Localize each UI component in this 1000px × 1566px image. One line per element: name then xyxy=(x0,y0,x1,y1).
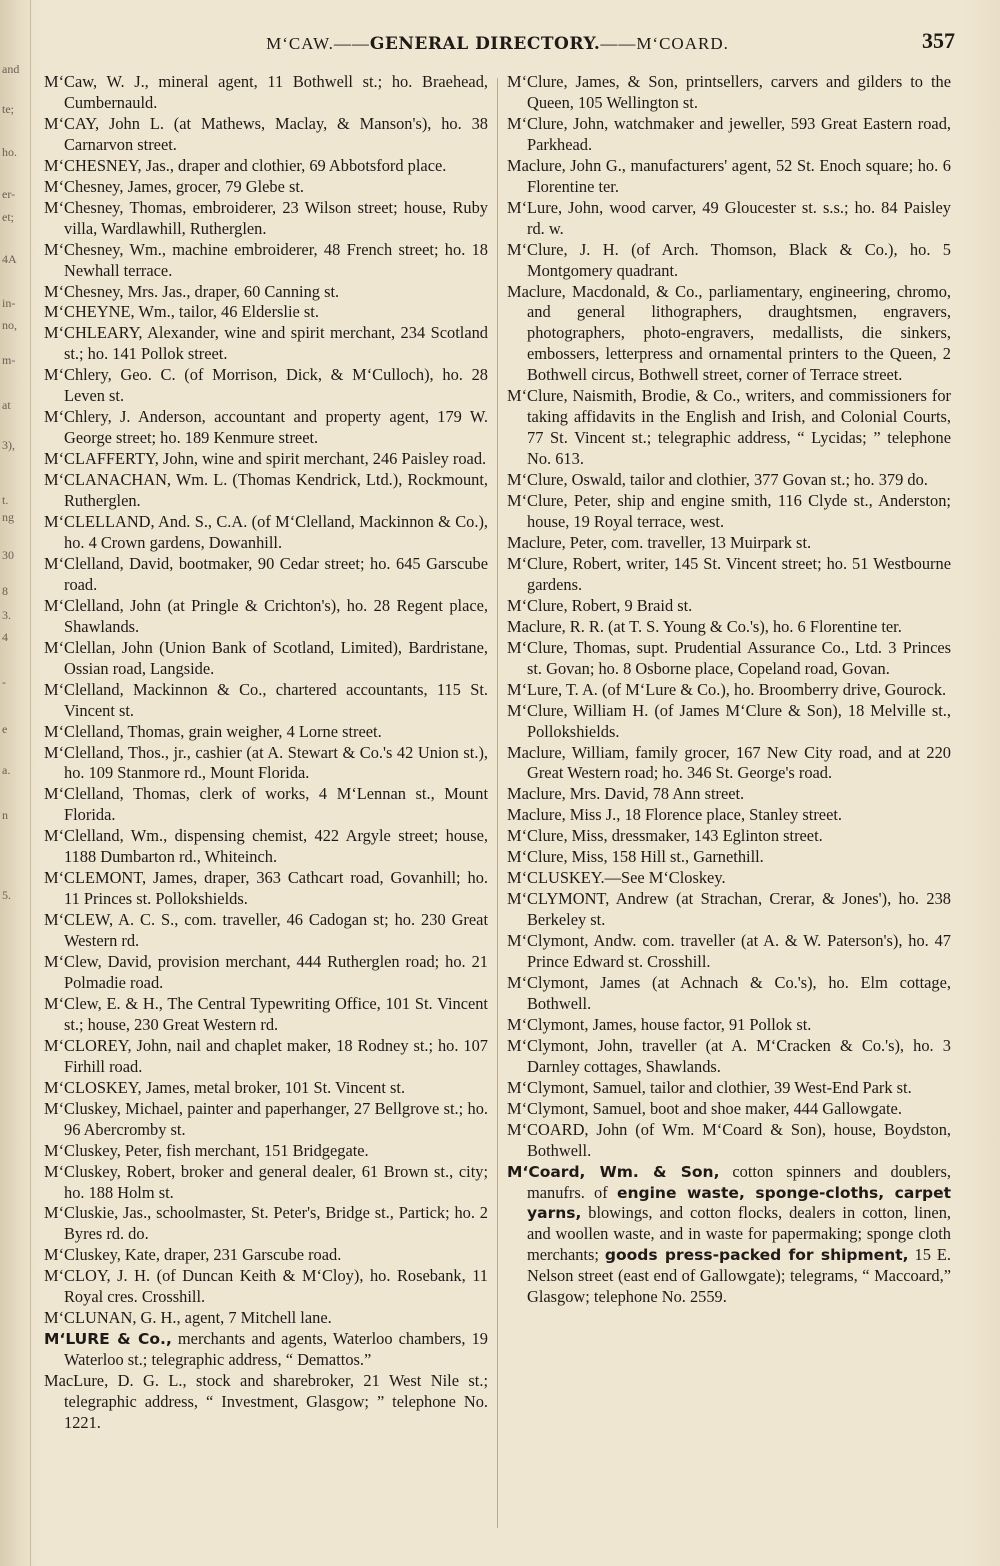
directory-entry-mcoard-son xyxy=(507,1162,951,1309)
gutter-fragment: 3. xyxy=(2,608,11,622)
directory-entry: M‘Clymont, James (at Achnach & Co.'s), ho. Elm cottage, Bothwell. xyxy=(507,972,951,1013)
directory-entry: Maclure, Macdonald, & Co., parliamentary, engineering, chromo, and general lithographers, draughtsmen, engravers, photographers, photo-engravers, medallists, die sinkers, embossers, letterpress and ornamental printers to the Queen, 2 Bothwell circus, Bothwell street, corner of Terrace street. xyxy=(507,281,951,385)
entry-text: blowings, and cotton flocks, dealers in cotton, linen, and woollen waste, and in waste for papermaking; sponge cloth merchants; xyxy=(527,1203,951,1265)
gutter-fragment: ho. xyxy=(2,145,17,159)
directory-entry: M‘Clure, Naismith, Brodie, & Co., writers, and commissioners for taking affidavits in the English and Irish, and Colonial Courts, 77 St. Vincent st.; telegraphic address, “ Lycidas; ” telephone No. 613. xyxy=(507,386,951,469)
directory-entry: M‘CLEW, A. C. S., com. traveller, 46 Cadogan st; ho. 230 Great Western rd. xyxy=(44,910,488,951)
directory-entry: M‘CLELLAND, And. S., C.A. (of M‘Clelland, Mackinnon & Co.), ho. 4 Crown gardens, Dowanhill. xyxy=(44,512,488,552)
entry-emphasis: engine waste, sponge-cloths, carpet yarns, xyxy=(527,1183,951,1223)
directory-entry: Maclure, Mrs. David, 78 Ann street. xyxy=(507,784,745,804)
entry-name-bold: M‘LURE & Co., xyxy=(44,1330,172,1349)
directory-entry: M‘COARD, John (of Wm. M‘Coard & Son), house, Boydston, Bothwell. xyxy=(507,1119,951,1160)
page-number: 357 xyxy=(922,28,955,53)
gutter-fragment: 5. xyxy=(2,888,11,902)
gutter-fragment: in- xyxy=(2,296,16,310)
directory-entry: Maclure, Miss J., 18 Florence place, Stanley street. xyxy=(507,805,843,825)
directory-entry: M‘Clew, E. & H., The Central Typewriting Office, 101 St. Vincent st.; house, 230 Great Western rd. xyxy=(44,993,488,1034)
directory-entry-mlure-co xyxy=(44,1329,488,1371)
gutter-fragment: n xyxy=(2,808,8,822)
running-title xyxy=(40,34,955,54)
gutter-fragment: a. xyxy=(2,763,11,777)
directory-entry: M‘Clure, J. H. (of Arch. Thomson, Black & Co.), ho. 5 Montgomery quadrant. xyxy=(507,239,951,280)
directory-entry: M‘Chesney, Thomas, embroiderer, 23 Wilson street; house, Ruby villa, Wardlawhill, Rutherglen. xyxy=(44,197,488,238)
right-column xyxy=(507,72,951,1308)
gutter-fragment: 4 xyxy=(2,630,8,644)
entry-name-bold: M‘Coard, Wm. & Son, xyxy=(507,1162,720,1181)
gutter-fragment: 8 xyxy=(2,584,8,598)
gutter-fragment: at xyxy=(2,398,11,412)
directory-entry: MacLure, D. G. L., stock and sharebroker, 21 West Nile st.; telegraphic address, “ Investment, Glasgow; ” telephone No. 1221. xyxy=(44,1371,488,1432)
directory-entry: M‘Clelland, Wm., dispensing chemist, 422 Argyle street; house, 1188 Dumbarton rd., Whiteinch. xyxy=(44,826,488,867)
directory-entry: M‘Clew, David, provision merchant, 444 Rutherglen road; ho. 21 Polmadie road. xyxy=(44,952,488,992)
right-entry-list xyxy=(507,72,951,1162)
directory-entry: M‘CLOY, J. H. (of Duncan Keith & M‘Cloy), ho. Rosebank, 11 Royal cres. Crosshill. xyxy=(44,1266,488,1307)
directory-entry: Maclure, John G., manufacturers' agent, 52 St. Enoch square; ho. 6 Florentine ter. xyxy=(507,155,951,196)
directory-entry: Maclure, William, family grocer, 167 New City road, and at 220 Great Western road; ho. 346 St. George's road. xyxy=(507,742,951,783)
entry-text: cotton spinners and doublers, manufrs. of xyxy=(527,1161,951,1202)
gutter-fragment: no, xyxy=(2,318,17,332)
left-column xyxy=(44,72,488,1434)
directory-entry: M‘CLANACHAN, Wm. L. (Thomas Kendrick, Ltd.), Rockmount, Rutherglen. xyxy=(44,470,488,511)
entry-text: merchants and agents, Waterloo chambers, 19 Waterloo st.; telegraphic address, “ Demattos.” xyxy=(64,1329,489,1370)
header-center: GENERAL DIRECTORY. xyxy=(369,34,601,54)
directory-entry: M‘Clellan, John (Union Bank of Scotland, Limited), Bardristane, Ossian road, Langside. xyxy=(44,637,488,678)
directory-entry: M‘CHESNEY, Jas., draper and clothier, 69 Abbotsford place. xyxy=(44,155,447,175)
directory-entry: M‘Clure, Miss, 158 Hill st., Garnethill. xyxy=(507,847,764,867)
directory-entry: M‘CHEYNE, Wm., tailor, 46 Elderslie st. xyxy=(44,302,319,322)
directory-entry: M‘Clure, Robert, 9 Braid st. xyxy=(507,595,693,615)
directory-entry: M‘Lure, John, wood carver, 49 Gloucester st. s.s.; ho. 84 Paisley rd. w. xyxy=(507,197,951,238)
directory-entry: M‘Clelland, Mackinnon & Co., chartered accountants, 115 St. Vincent st. xyxy=(44,679,488,720)
directory-entry: M‘Clure, William H. (of James M‘Clure & Son), 18 Melville st., Pollokshields. xyxy=(507,700,951,741)
facing-page-gutter xyxy=(0,0,31,1566)
header-left: M‘CAW.—— xyxy=(266,34,370,53)
directory-entry: M‘CLUNAN, G. H., agent, 7 Mitchell lane. xyxy=(44,1308,332,1328)
directory-entry: M‘Cluskey, Kate, draper, 231 Garscube road. xyxy=(44,1245,342,1265)
directory-entry: M‘CHLEARY, Alexander, wine and spirit merchant, 234 Scotland st.; ho. 141 Pollok street. xyxy=(44,323,488,364)
directory-entry: M‘Clelland, David, bootmaker, 90 Cedar street; ho. 645 Garscube road. xyxy=(44,553,488,594)
directory-entry: Maclure, R. R. (at T. S. Young & Co.'s), ho. 6 Florentine ter. xyxy=(507,616,902,636)
directory-entry: M‘Clelland, John (at Pringle & Crichton's), ho. 28 Regent place, Shawlands. xyxy=(44,595,488,636)
directory-entry: M‘Cluskey, Peter, fish merchant, 151 Bridgegate. xyxy=(44,1140,369,1160)
directory-entry: M‘Clure, Robert, writer, 145 St. Vincent street; ho. 51 Westbourne gardens. xyxy=(507,553,951,594)
directory-entry: M‘Clymont, James, house factor, 91 Pollok st. xyxy=(507,1014,812,1034)
directory-entry: M‘CAY, John L. (at Mathews, Maclay, & Manson's), ho. 38 Carnarvon street. xyxy=(44,113,488,154)
directory-entry: Maclure, Peter, com. traveller, 13 Muirpark st. xyxy=(507,532,812,552)
left-entry-list xyxy=(44,72,488,1329)
directory-entry: M‘CLYMONT, Andrew (at Strachan, Crerar, & Jones'), ho. 238 Berkeley st. xyxy=(507,889,951,930)
gutter-fragment: m- xyxy=(2,353,16,367)
directory-entry: M‘Clelland, Thomas, grain weigher, 4 Lorne street. xyxy=(44,721,382,741)
directory-entry: M‘Chesney, Wm., machine embroiderer, 48 French street; ho. 18 Newhall terrace. xyxy=(44,239,488,280)
gutter-fragment: 30 xyxy=(2,548,14,562)
gutter-fragment: - xyxy=(2,675,6,689)
gutter-fragment: e xyxy=(2,722,8,736)
directory-entry: M‘Cluskie, Jas., schoolmaster, St. Peter's, Bridge st., Partick; ho. 2 Byres rd. do. xyxy=(44,1203,488,1244)
gutter-fragment: te; xyxy=(2,102,14,116)
directory-entry: M‘Clelland, Thos., jr., cashier (at A. Stewart & Co.'s 42 Union st.), ho. 109 Stanmore rd., Mount Florida. xyxy=(44,742,488,783)
gutter-fragment: er- xyxy=(2,187,16,201)
directory-entry: M‘Clure, Miss, dressmaker, 143 Eglinton street. xyxy=(507,826,823,846)
directory-entry: M‘CLAFFERTY, John, wine and spirit merchant, 246 Paisley road. xyxy=(44,449,487,469)
directory-entry: M‘CLOSKEY, James, metal broker, 101 St. Vincent st. xyxy=(44,1077,406,1097)
gutter-fragment: t. xyxy=(2,493,9,507)
directory-entry: M‘Chesney, Mrs. Jas., draper, 60 Canning st. xyxy=(44,281,340,301)
directory-entry: M‘Clure, John, watchmaker and jeweller, 593 Great Eastern road, Parkhead. xyxy=(507,113,951,154)
directory-entry: M‘Cluskey, Michael, painter and paperhanger, 27 Bellgrove st.; ho. 96 Abercromby st. xyxy=(44,1098,488,1139)
directory-entry: M‘Clure, Oswald, tailor and clothier, 377 Govan st.; ho. 379 do. xyxy=(507,470,928,490)
directory-entry: M‘Clymont, John, traveller (at A. M‘Cracken & Co.'s), ho. 3 Darnley cottages, Shawlands. xyxy=(507,1035,951,1076)
directory-entry: M‘CLEMONT, James, draper, 363 Cathcart road, Govanhill; ho. 11 Princes st. Pollokshields. xyxy=(44,868,488,909)
directory-entry: M‘Clure, Thomas, supt. Prudential Assurance Co., Ltd. 3 Princes st. Govan; ho. 8 Osborne place, Copeland road, Govan. xyxy=(507,637,951,678)
header-right: ——M‘COARD. xyxy=(600,34,729,53)
directory-entry: M‘Chesney, James, grocer, 79 Glebe st. xyxy=(44,176,305,196)
directory-entry: M‘Chlery, Geo. C. (of Morrison, Dick, & M‘Culloch), ho. 28 Leven st. xyxy=(44,365,488,406)
column-divider xyxy=(497,78,498,1528)
running-header xyxy=(40,26,955,66)
entry-emphasis: goods press-packed for shipment, xyxy=(604,1246,909,1265)
directory-entry: M‘Clelland, Thomas, clerk of works, 4 M‘Lennan st., Mount Florida. xyxy=(44,784,488,825)
gutter-fragment: 3), xyxy=(2,438,15,452)
gutter-fragment: et; xyxy=(2,210,14,224)
gutter-fragment: and xyxy=(2,62,20,76)
directory-entry: M‘Clymont, Samuel, boot and shoe maker, 444 Gallowgate. xyxy=(507,1098,902,1118)
directory-entry: M‘Lure, T. A. (of M‘Lure & Co.), ho. Broomberry drive, Gourock. xyxy=(507,679,947,699)
gutter-fragment: 4A xyxy=(2,252,17,266)
directory-entry: M‘CLUSKEY.—See M‘Closkey. xyxy=(507,868,726,888)
directory-entry: M‘Cluskey, Robert, broker and general dealer, 61 Brown st., city; ho. 188 Holm st. xyxy=(44,1161,488,1202)
directory-entry: M‘Caw, W. J., mineral agent, 11 Bothwell st.; ho. Braehead, Cumbernauld. xyxy=(44,72,488,112)
directory-entry: M‘Chlery, J. Anderson, accountant and property agent, 179 W. George street; ho. 189 Kenmure street. xyxy=(44,407,488,448)
gutter-fragment: ng xyxy=(2,510,14,524)
directory-entry: M‘Clymont, Andw. com. traveller (at A. & W. Paterson's), ho. 47 Prince Edward st. Crosshill. xyxy=(507,931,951,972)
directory-entry: M‘Clure, Peter, ship and engine smith, 116 Clyde st., Anderston; house, 19 Royal terrace, west. xyxy=(507,491,951,532)
entry-text: 15 E. Nelson street (east end of Gallowgate); telegrams, “ Maccoard,” Glasgow; telephone No. 2559. xyxy=(527,1245,951,1307)
directory-entry: M‘CLOREY, John, nail and chaplet maker, 18 Rodney st.; ho. 107 Firhill road. xyxy=(44,1035,488,1076)
directory-entry: M‘Clymont, Samuel, tailor and clothier, 39 West-End Park st. xyxy=(507,1077,912,1097)
directory-entry: M‘Clure, James, & Son, printsellers, carvers and gilders to the Queen, 105 Wellington st. xyxy=(507,72,951,112)
